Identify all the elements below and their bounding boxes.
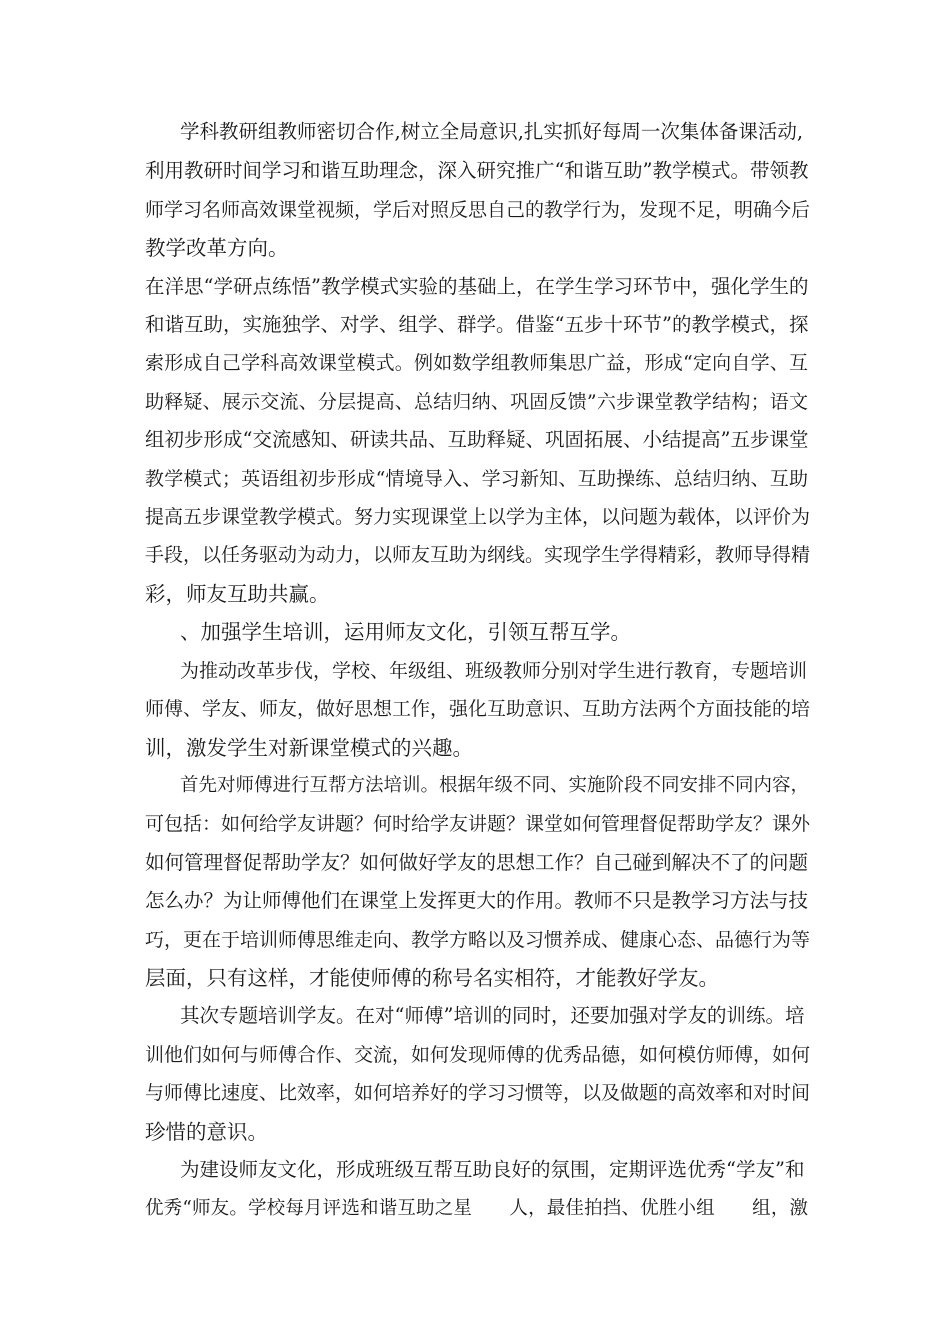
text-line: 如何管理督促帮助学友？如何做好学友的思想工作？自己碰到解决不了的问题 xyxy=(145,851,809,874)
text-line: 为推动改革步伐，学校、年级组、班级教师分别对学生进行教育，专题培训 xyxy=(180,660,808,682)
text-line: 在洋思“学研点练悟”教学模式实验的基础上，在学生学习环节中，强化学生的 xyxy=(145,275,809,298)
text-line: 怎么办？为让师傅他们在课堂上发挥更大的作用。教师不只是教学习方法与技 xyxy=(145,889,809,912)
text-line: 索形成自己学科高效课堂模式。例如数学组教师集思广益，形成“定向自学、互 xyxy=(145,352,808,374)
text-line: 利用教研时间学习和谐互助理念，深入研究推广“和谐互助”教学模式。带领教 xyxy=(145,159,809,182)
text-line: 层面，只有这样，才能使师傅的称号名实相符，才能教好学友。 xyxy=(145,966,719,990)
text-line: 巧，更在于培训师傅思维走向、教学方略以及习惯养成、健康心态、品德行为等 xyxy=(145,929,811,951)
text-line: 师学习名师高效课堂视频，学后对照反思自己的教学行为，发现不足，明确今后 xyxy=(145,199,811,221)
text-line: 提高五步课堂教学模式。努力实现课堂上以学为主体，以问题为载体，以评价为 xyxy=(145,506,811,528)
text-line: 、加强学生培训，运用师友文化，引领互帮互学。 xyxy=(180,620,631,644)
text-line: 与师傅比速度、比效率，如何培养好的学习习惯等，以及做题的高效率和对时间 xyxy=(145,1082,811,1104)
text-line: 训他们如何与师傅合作、交流，如何发现师傅的优秀品德，如何模仿师傅，如何 xyxy=(145,1044,811,1066)
text-line: 手段，以任务驱动为动力，以师友互助为纲线。实现学生学得精彩，教师导得精 xyxy=(145,544,811,566)
text-line: 珍惜的意识。 xyxy=(145,1120,268,1144)
text-line: 可包括：如何给学友讲题？何时给学友讲题？课堂如何管理督促帮助学友？课外 xyxy=(145,813,811,835)
text-line: 师傅、学友、师友，做好思想工作，强化互助意识、互助方法两个方面技能的培 xyxy=(145,698,811,720)
text-line: 训，激发学生对新课堂模式的兴趣。 xyxy=(145,736,473,760)
text-line: 彩，师友互助共赢。 xyxy=(145,582,330,606)
text-line: 和谐互助，实施独学、对学、组学、群学。借鉴“五步十环节”的教学模式，探 xyxy=(145,313,809,336)
text-line: 助释疑、展示交流、分层提高、总结归纳、巩固反馈”六步课堂教学结构；语文 xyxy=(145,391,808,413)
text-line: 学科教研组教师密切合作,树立全局意识,扎实抓好每周一次集体备课活动, xyxy=(180,120,804,143)
text-line: 为建设师友文化，形成班级互帮互助良好的氛围，定期评选优秀“学友”和 xyxy=(180,1158,805,1181)
text-line: 组初步形成“交流感知、研读共品、互助释疑、巩固拓展、小结提高”五步课堂 xyxy=(145,428,809,451)
text-line: 优秀“师友。学校每月评选和谐互助之星 人，最佳拍挡、优胜小组 组，激 xyxy=(145,1198,808,1219)
text-line: 教学模式；英语组初步形成“情境导入、学习新知、互助操练、总结归纳、互助 xyxy=(145,468,808,490)
text-line: 首先对师傅进行互帮方法培训。根据年级不同、实施阶段不同安排不同内容， xyxy=(180,775,810,796)
text-line: 教学改革方向。 xyxy=(145,236,289,260)
text-line: 其次专题培训学友。在对“师傅”培训的同时，还要加强对学友的训练。培 xyxy=(180,1004,805,1027)
